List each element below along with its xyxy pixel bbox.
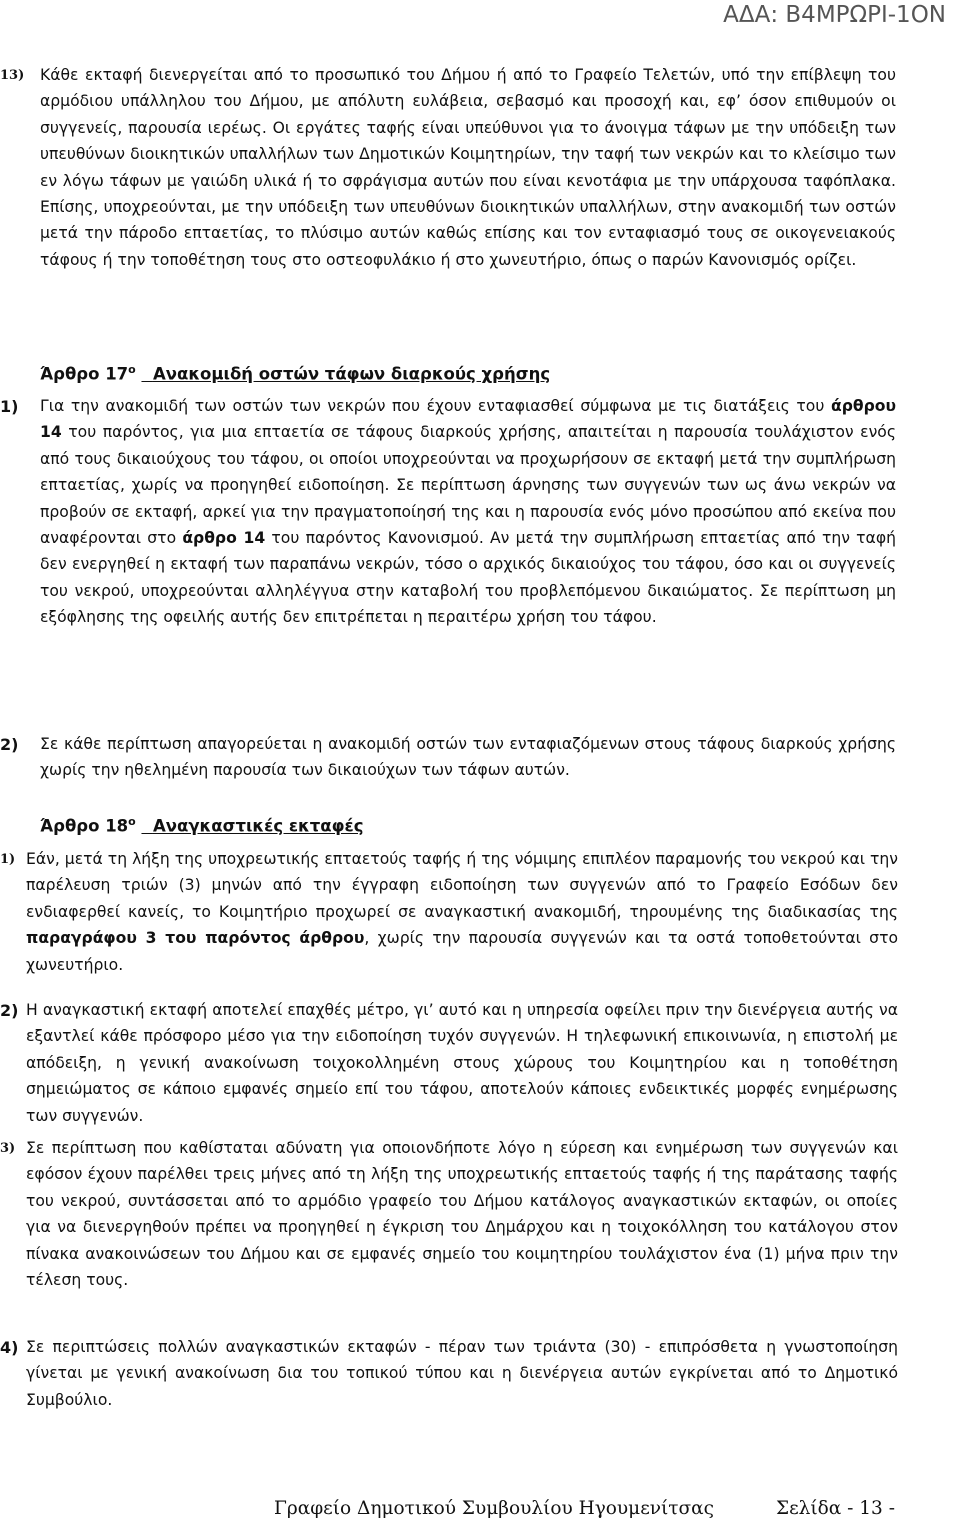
page-footer xyxy=(0,1492,960,1525)
paragraph-text: Η αναγκαστική εκταφή αποτελεί επαχθές μέτρο, γι’ αυτό και η υπηρεσία οφείλει πριν την διενέργεια αυτής να εξαντλεί κάθε πρόσφορο μέσο για την ειδοποίηση τυχόν συγγενών. Η τηλεφωνική επικοινωνία, η επιστολή με απόδειξη, η γενική ανακοίνωση τοιχοκολλημένη στους χώρους του Κοιμητηρίου και η τοποθέτηση σημειώματος σε κάποιο εμφανές σημείο επί του τάφου, αποτελούν κάποιες ενδεικτικές μορφές ενημέρωσης των συγγενών. xyxy=(26,1001,898,1125)
text-run: Για την ανακομιδή των οστών των νεκρών που έχουν ενταφιασθεί σύμφωνα με τις διατάξεις του xyxy=(40,397,831,415)
article-title xyxy=(141,817,363,836)
article-reference: άρθρου 14 xyxy=(40,397,896,442)
article-reference: άρθρο 14 xyxy=(182,529,266,548)
paragraph-reference: παραγράφου 3 του παρόντος άρθρου xyxy=(26,929,365,948)
footer-office: Γραφείο Δημοτικού Συμβουλίου Ηγουμενίτσας xyxy=(274,1498,715,1519)
text-run: του παρόντος, για μια επταετία σε τάφους διαρκούς χρήσης, απαιτείται η παρουσία τουλάχιστον ενός από τους δικαιούχους του τάφου, οι οποίοι υποχρεούνται να προχωρήσουν σε εκταφή μετά την συμπλήρωση επταετίας, χωρίς να προηγηθεί ειδοποίηση. Σε περίπτωση άρνησης των συγγενών των ως άνω νεκρών να προβούν σε εκταφή, αρκεί για την πραγματοποίησή της και η παρουσία ενός μόνο προσώπου από εκείνα που αναφέρονται στο xyxy=(40,423,896,548)
article-number: Άρθρο 18 xyxy=(40,816,129,836)
ada-code: ΑΔΑ: Β4ΜΡΩΡΙ-1ΟΝ xyxy=(723,2,946,28)
text-run: Εάν, μετά τη λήξη της υποχρεωτικής επταετούς ταφής ή της νόμιμης επιπλέον παραμονής του νεκρού και την παρέλευση τριών (3) μηνών από την έγγραφη ειδοποίηση των συγγενών από το Γραφείο Εσόδων δεν ενδιαφερθεί κανείς, το Κοιμητήριο προχωρεί σε αναγκαστική ανακομιδή, τηρουμένης της διαδικασίας της xyxy=(26,850,898,921)
item-number: 13) xyxy=(0,68,25,83)
article-title-text: Αναγκαστικές εκταφές xyxy=(152,816,364,836)
paragraph-text: Σε περιπτώσεις πολλών αναγκαστικών εκταφών - πέραν των τριάντα (30) - επιπρόσθετα η γνωστοποίηση γίνεται με γενική ανακοίνωση δια του τοπικού τύπου και η διενέργεια αυτών εγκρίνεται από το Δημοτικό Συμβούλιο. xyxy=(26,1338,898,1409)
item-number: 1) xyxy=(0,397,19,416)
text-run: , χωρίς την παρουσία συγγενών και τα οστά τοποθετούνται στο χωνευτήριο. xyxy=(26,929,898,974)
text-run: του παρόντος Κανονισμού. Αν μετά την συμπλήρωση επταετίας από την ταφή δεν ενεργηθεί η εκταφή των παραπάνω νεκρών, τόσο ο αρχικός δικαιούχος του τάφου, όσο και οι συγγενείς του νεκρού, υποχρεούνται αλληλέγγυα στην καταβολή του προβλεπόμενου δικαιώματος. Σε περίπτωση μη εξόφλησης της οφειλής αυτής δεν επιτρέπεται η περαιτέρω χρήση του τάφου. xyxy=(40,529,897,627)
article-title xyxy=(141,365,550,384)
item-number: 4) xyxy=(0,1338,19,1357)
article-18-heading xyxy=(40,810,364,839)
ordinal-mark: ο xyxy=(128,363,136,376)
paragraph-text: Κάθε εκταφή διενεργείται από το προσωπικό του Δήμου ή από το Γραφείο Τελετών, υπό την επίβλεψη του αρμόδιου υπάλληλου του Δήμου, με απόλυτη ευλάβεια, σεβασμό και προσοχή και, εφ’ όσον επιθυμούν οι συγγενείς, παρουσία ιερέως. Οι εργάτες ταφής είναι υπεύθυνοι για το άνοιγμα τάφων με την υπόδειξη των υπευθύνων διοικητικών υπαλλήλων των Δημοτικών Κοιμητηρίων, την ταφή των νεκρών και το κλείσιμο των εν λόγω τάφων με γαιώδη υλικά ή το σφράγισμα αυτών που είναι κενοτάφια με την υπάρχουσα ταφόπλακα. Επίσης, υποχρεούνται, με την υπόδειξη των υπευθύνων διοικητικών υπαλλήλων, στην ανακομιδή των οστών μετά την πάροδο επταετίας, το πλύσιμο αυτών καθώς επίσης και τον ενταφιασμό τους σε οικογενειακούς τάφους ή την τοποθέτηση τους στο οστεοφυλάκιο ή στο χωνευτήριο, όπως ο παρών Κανονισμός ορίζει. xyxy=(40,66,896,269)
article-number: Άρθρο 17 xyxy=(40,364,129,384)
paragraph-text xyxy=(40,393,896,631)
item-number: 2) xyxy=(0,735,19,754)
page-number: Σελίδα - 13 - xyxy=(776,1498,895,1519)
article-title-text: Ανακομιδή οστών τάφων διαρκούς χρήσης xyxy=(152,364,551,384)
ordinal-mark: ο xyxy=(128,815,136,828)
item-number: 2) xyxy=(0,1001,19,1020)
article-17-heading xyxy=(40,358,550,387)
paragraph-text: Σε περίπτωση που καθίσταται αδύνατη για οποιονδήποτε λόγο η εύρεση και ενημέρωση των συγγενών και εφόσον έχουν παρέλθει τρεις μήνες από τη λήξη της υποχρεωτικής επταετούς ταφής ή της παράτασης ταφής του νεκρού, συντάσσεται από το αρμόδιο γραφείο του Δήμου κατάλογος αναγκαστικών εκταφών, οι οποίες για να διενεργηθούν πρέπει να προηγηθεί η έγκριση του Δημάρχου και η τοιχοκόλληση του κατάλογου στον πίνακα ανακοινώσεων του Δήμου και σε εμφανές σημείο του κοιμητηρίου τουλάχιστον ένα (1) μήνα πριν την τέλεση τους. xyxy=(26,1139,898,1290)
item-number: 3) xyxy=(0,1141,16,1156)
item-number: 1) xyxy=(0,852,16,867)
paragraph-text: Σε κάθε περίπτωση απαγορεύεται η ανακομιδή οστών των ενταφιαζόμενων στους τάφους διαρκούς χρήσης χωρίς την ηθελημένη παρουσία των δικαιούχων των τάφων αυτών. xyxy=(40,735,896,780)
paragraph-text xyxy=(26,846,898,978)
